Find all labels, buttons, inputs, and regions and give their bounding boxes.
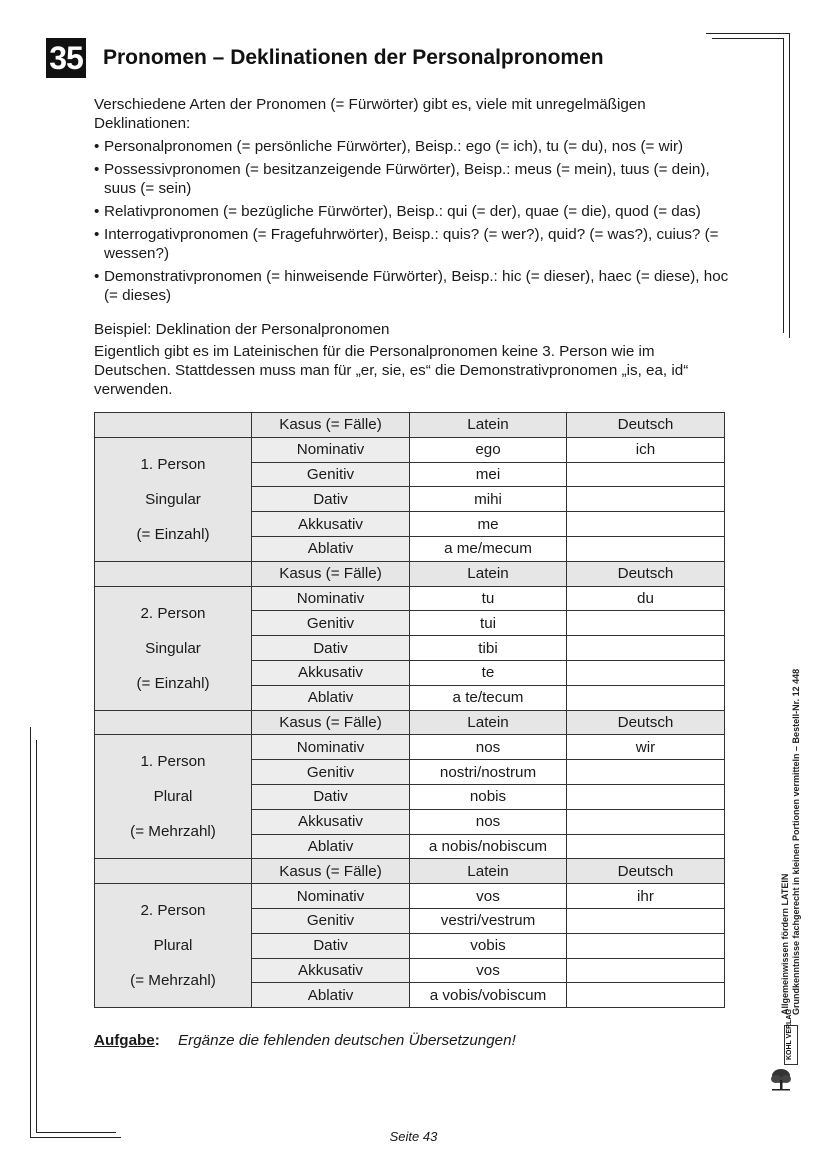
kasus-cell: Genitiv <box>252 462 410 487</box>
frame-line <box>36 740 37 1132</box>
latein-cell: a nobis/nobiscum <box>410 834 567 859</box>
deutsch-cell <box>567 760 725 785</box>
kasus-cell: Dativ <box>252 636 410 661</box>
table-header-row <box>95 413 725 438</box>
frame-line <box>783 38 784 333</box>
latein-cell: vos <box>410 884 567 909</box>
deutsch-cell: ich <box>567 437 725 462</box>
table-row <box>95 437 725 462</box>
latein-cell: me <box>410 512 567 537</box>
column-header: Deutsch <box>567 413 725 438</box>
latein-cell: vestri/vestrum <box>410 908 567 933</box>
deutsch-cell <box>567 512 725 537</box>
kasus-cell: Akkusativ <box>252 958 410 983</box>
kasus-cell: Akkusativ <box>252 512 410 537</box>
side-subtitle: Grundkenntnisse fachgerecht in kleinen Portionen vermitteln – Bestell-Nr. 12 448 <box>791 668 801 1015</box>
column-header: Deutsch <box>567 710 725 735</box>
column-header: Latein <box>410 561 567 586</box>
person-note: (= Einzahl) <box>136 674 210 692</box>
person-number: Plural <box>153 788 193 806</box>
table-row <box>95 586 725 611</box>
latein-cell: vobis <box>410 933 567 958</box>
kasus-cell: Akkusativ <box>252 809 410 834</box>
latein-cell: nos <box>410 735 567 760</box>
example-text: Eigentlich gibt es im Lateinischen für die Personalpronomen keine 3. Person wie im Deutschen. Stattdessen muss man für „er, sie, es“ die Demonstrativpronomen „is, ea, id“ verwenden. <box>94 343 689 398</box>
deutsch-cell <box>567 809 725 834</box>
column-header <box>95 710 252 735</box>
person-note: (= Einzahl) <box>136 525 210 543</box>
latein-cell: nostri/nostrum <box>410 760 567 785</box>
declension-table <box>94 412 725 1008</box>
example-label: Beispiel: Deklination der Personalpronomen <box>94 321 390 338</box>
kasus-cell: Nominativ <box>252 884 410 909</box>
deutsch-cell <box>567 636 725 661</box>
kasus-cell: Nominativ <box>252 437 410 462</box>
latein-cell: ego <box>410 437 567 462</box>
side-imprint <box>780 669 802 1015</box>
column-header: Kasus (= Fälle) <box>252 561 410 586</box>
pronoun-type-list <box>94 137 734 305</box>
kasus-cell: Nominativ <box>252 586 410 611</box>
deutsch-cell <box>567 784 725 809</box>
column-header: Deutsch <box>567 859 725 884</box>
latein-cell: nobis <box>410 784 567 809</box>
deutsch-cell <box>567 958 725 983</box>
kasus-cell: Dativ <box>252 487 410 512</box>
table-row <box>95 735 725 760</box>
column-header <box>95 859 252 884</box>
deutsch-cell <box>567 487 725 512</box>
kasus-cell: Akkusativ <box>252 660 410 685</box>
task-label: Aufgabe <box>94 1032 155 1049</box>
person-number: Plural <box>153 937 193 955</box>
column-header: Kasus (= Fälle) <box>252 710 410 735</box>
kasus-cell: Ablativ <box>252 983 410 1008</box>
page-title: Pronomen – Deklinationen der Personalpronomen <box>103 46 604 69</box>
person-note: (= Mehrzahl) <box>130 823 216 841</box>
person-person: 1. Person <box>140 753 206 771</box>
frame-line <box>712 38 784 39</box>
list-item: • Demonstrativpronomen (= hinweisende Fürwörter), Beisp.: hic (= dieser), haec (= diese), hoc (= dieses) <box>94 267 734 305</box>
deutsch-cell <box>567 536 725 561</box>
deutsch-cell: du <box>567 586 725 611</box>
deutsch-cell <box>567 834 725 859</box>
intro-section <box>94 95 734 399</box>
deutsch-cell <box>567 462 725 487</box>
person-note: (= Mehrzahl) <box>130 972 216 990</box>
deutsch-cell: wir <box>567 735 725 760</box>
deutsch-cell <box>567 685 725 710</box>
tree-logo-icon <box>768 1066 794 1092</box>
list-item: • Interrogativpronomen (= Fragefuhrwörter), Beisp.: quis? (= wer?), quid? (= was?), cuius? (= wessen?) <box>94 225 734 263</box>
page-footer: Seite 43 <box>389 1129 438 1144</box>
column-header: Kasus (= Fälle) <box>252 859 410 884</box>
latein-cell: nos <box>410 809 567 834</box>
kasus-cell: Dativ <box>252 933 410 958</box>
list-item: • Relativpronomen (= bezügliche Fürwörter), Beisp.: qui (= der), quae (= die), quod (= das) <box>94 202 734 221</box>
column-header: Deutsch <box>567 561 725 586</box>
person-label <box>95 437 252 561</box>
column-header: Kasus (= Fälle) <box>252 413 410 438</box>
column-header <box>95 413 252 438</box>
person-person: 2. Person <box>140 902 206 920</box>
deutsch-cell <box>567 611 725 636</box>
kasus-cell: Genitiv <box>252 760 410 785</box>
person-label <box>95 735 252 859</box>
latein-cell: mihi <box>410 487 567 512</box>
kasus-cell: Ablativ <box>252 536 410 561</box>
table-header-row <box>95 710 725 735</box>
list-item: • Possessivpronomen (= besitzanzeigende Fürwörter), Beisp.: meus (= mein), tuus (= dein), suus (= sein) <box>94 160 734 198</box>
deutsch-cell <box>567 908 725 933</box>
person-label <box>95 586 252 710</box>
frame-line <box>30 727 31 1137</box>
table-header-row <box>95 859 725 884</box>
person-number: Singular <box>145 639 201 657</box>
deutsch-cell <box>567 660 725 685</box>
table-row <box>95 884 725 909</box>
deutsch-cell <box>567 983 725 1008</box>
latein-cell: mei <box>410 462 567 487</box>
person-person: 2. Person <box>140 604 206 622</box>
latein-cell: tu <box>410 586 567 611</box>
list-item: • Personalpronomen (= persönliche Fürwörter), Beisp.: ego (= ich), tu (= du), nos (= wir) <box>94 137 734 156</box>
latein-cell: vos <box>410 958 567 983</box>
kasus-cell: Genitiv <box>252 611 410 636</box>
frame-line <box>706 33 790 34</box>
latein-cell: te <box>410 660 567 685</box>
latein-cell: a te/tecum <box>410 685 567 710</box>
kasus-cell: Ablativ <box>252 685 410 710</box>
table-header-row <box>95 561 725 586</box>
latein-cell: a vobis/vobiscum <box>410 983 567 1008</box>
side-series-title: Allgemeinwissen fördern LATEIN <box>780 873 790 1015</box>
latein-cell: tui <box>410 611 567 636</box>
person-label <box>95 884 252 1008</box>
column-header: Latein <box>410 710 567 735</box>
column-header: Latein <box>410 413 567 438</box>
page-number-badge: 35 <box>46 38 86 78</box>
person-person: 1. Person <box>140 455 206 473</box>
column-header: Latein <box>410 859 567 884</box>
latein-cell: tibi <box>410 636 567 661</box>
latein-cell: a me/mecum <box>410 536 567 561</box>
kasus-cell: Genitiv <box>252 908 410 933</box>
publisher-name: KOHL VERLAG <box>786 1009 793 1060</box>
deutsch-cell: ihr <box>567 884 725 909</box>
task: Aufgabe: Ergänze die fehlenden deutschen Übersetzungen! <box>94 1032 516 1049</box>
kasus-cell: Ablativ <box>252 834 410 859</box>
intro-text: Verschiedene Arten der Pronomen (= Fürwörter) gibt es, viele mit unregelmäßigen Deklinationen: <box>94 96 646 132</box>
kasus-cell: Nominativ <box>252 735 410 760</box>
person-number: Singular <box>145 490 201 508</box>
column-header <box>95 561 252 586</box>
task-text: Ergänze die fehlenden deutschen Übersetzungen! <box>178 1032 516 1049</box>
frame-line <box>789 33 790 338</box>
kasus-cell: Dativ <box>252 784 410 809</box>
deutsch-cell <box>567 933 725 958</box>
